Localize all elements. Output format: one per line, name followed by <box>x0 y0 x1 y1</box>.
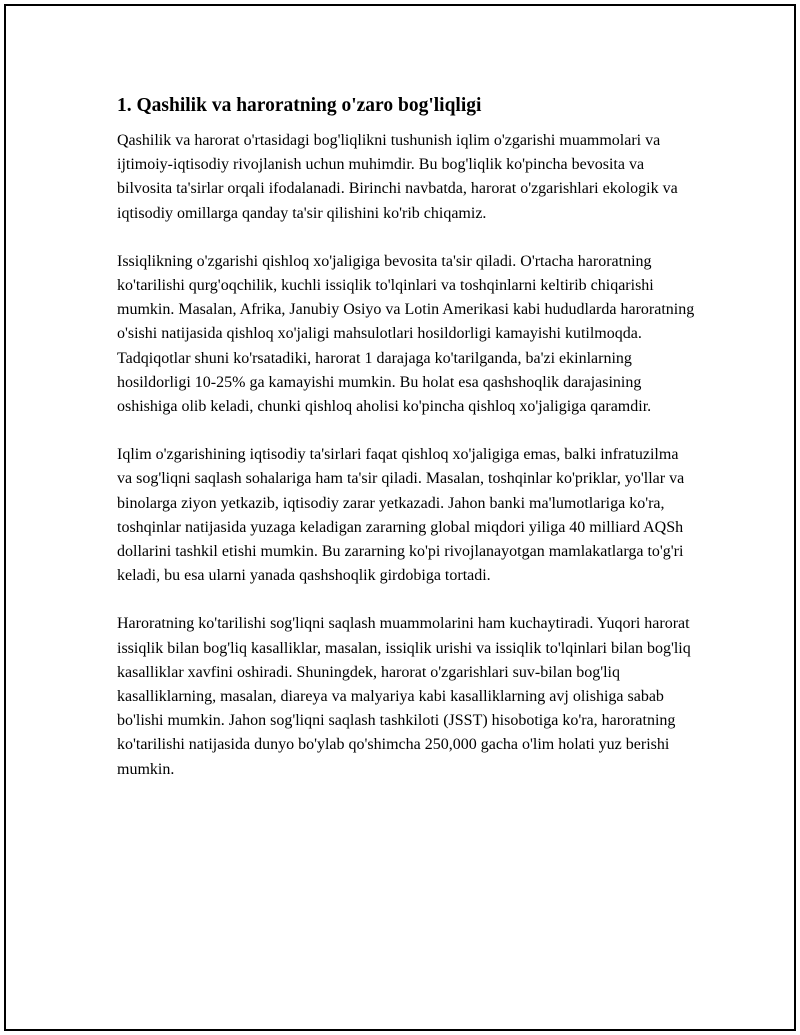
paragraph-health: Haroratning ko'tarilishi sog'liqni saqlash muammolarini ham kuchaytiradi. Yuqori harorat issiqlik bilan bog'liq kasalliklar, masalan, issiqlik urishi va issiqlik to'lqinlari bilan bog'liq kasalliklar xavfini oshiradi. Shuningdek, harorat o'zgarishlari suv-bilan bog'liq kasalliklarning, masalan, diareya va malyariya kabi kasalliklarning avj olishiga sabab bo'lishi mumkin. Jahon sog'liqni saqlash tashkiloti (JSST) hisobotiga ko'ra, haroratning ko'tarilishi natijasida dunyo bo'ylab qo'shimcha 250,000 gacha o'lim holati yuz berishi mumkin. <box>117 615 691 778</box>
document-body <box>117 92 697 806</box>
paragraph-agriculture: Issiqlikning o'zgarishi qishloq xo'jaligiga bevosita ta'sir qiladi. O'rtacha haroratning ko'tarilishi qurg'oqchilik, kuchli issiqlik to'lqinlari va toshqinlarni keltirib chiqarishi mumkin. Masalan, Afrika, Janubiy Osiyo va Lotin Amerikasi kabi hududlarda haroratning o'sishi natijasida qishloq xo'jaligi mahsulotlari hosildorligi kamayishi kutilmoqda. Tadqiqotlar shuni ko'rsatadiki, harorat 1 darajaga ko'tarilganda, ba'zi ekinlarning hosildorligi 10-25% ga kamayishi mumkin. Bu holat esa qashshoqlik darajasining oshishiga olib keladi, chunki qishloq aholisi ko'pincha qishloq xo'jaligiga qaramdir. <box>117 252 695 416</box>
paragraph-economic-impact: Iqlim o'zgarishining iqtisodiy ta'sirlari faqat qishloq xo'jaligiga emas, balki infratuzilma va sog'liqni saqlash sohalariga ham ta'sir qiladi. Masalan, toshqinlar ko'priklar, yo'llar va binolarga ziyon yetkazib, iqtisodiy zarar yetkazadi. Jahon banki ma'lumotlariga ko'ra, toshqinlar natijasida yuzaga keladigan zararning global miqdori yiliga 40 milliard AQSh dollarini tashkil etishi mumkin. Bu zararning ko'pi rivojlanayotgan mamlakatlarga to'g'ri keladi, bu esa ularni yanada qashshoqlik girdobiga tortadi. <box>117 446 685 585</box>
section-heading: 1. Qashilik va haroratning o'zaro bog'liqligi <box>117 95 482 116</box>
paragraph-intro: Qashilik va harorat o'rtasidagi bog'liqlikni tushunish iqlim o'zgarishi muammolari va ijtimoiy-iqtisodiy rivojlanish uchun muhimdir. Bu bog'liqlik ko'pincha bevosita va bilvosita ta'sirlar orqali ifodalanadi. Birinchi navbatda, harorat o'zgarishlari ekologik va iqtisodiy omillarga qanday ta'sir qilishini ko'rib chiqamiz. <box>117 132 678 222</box>
